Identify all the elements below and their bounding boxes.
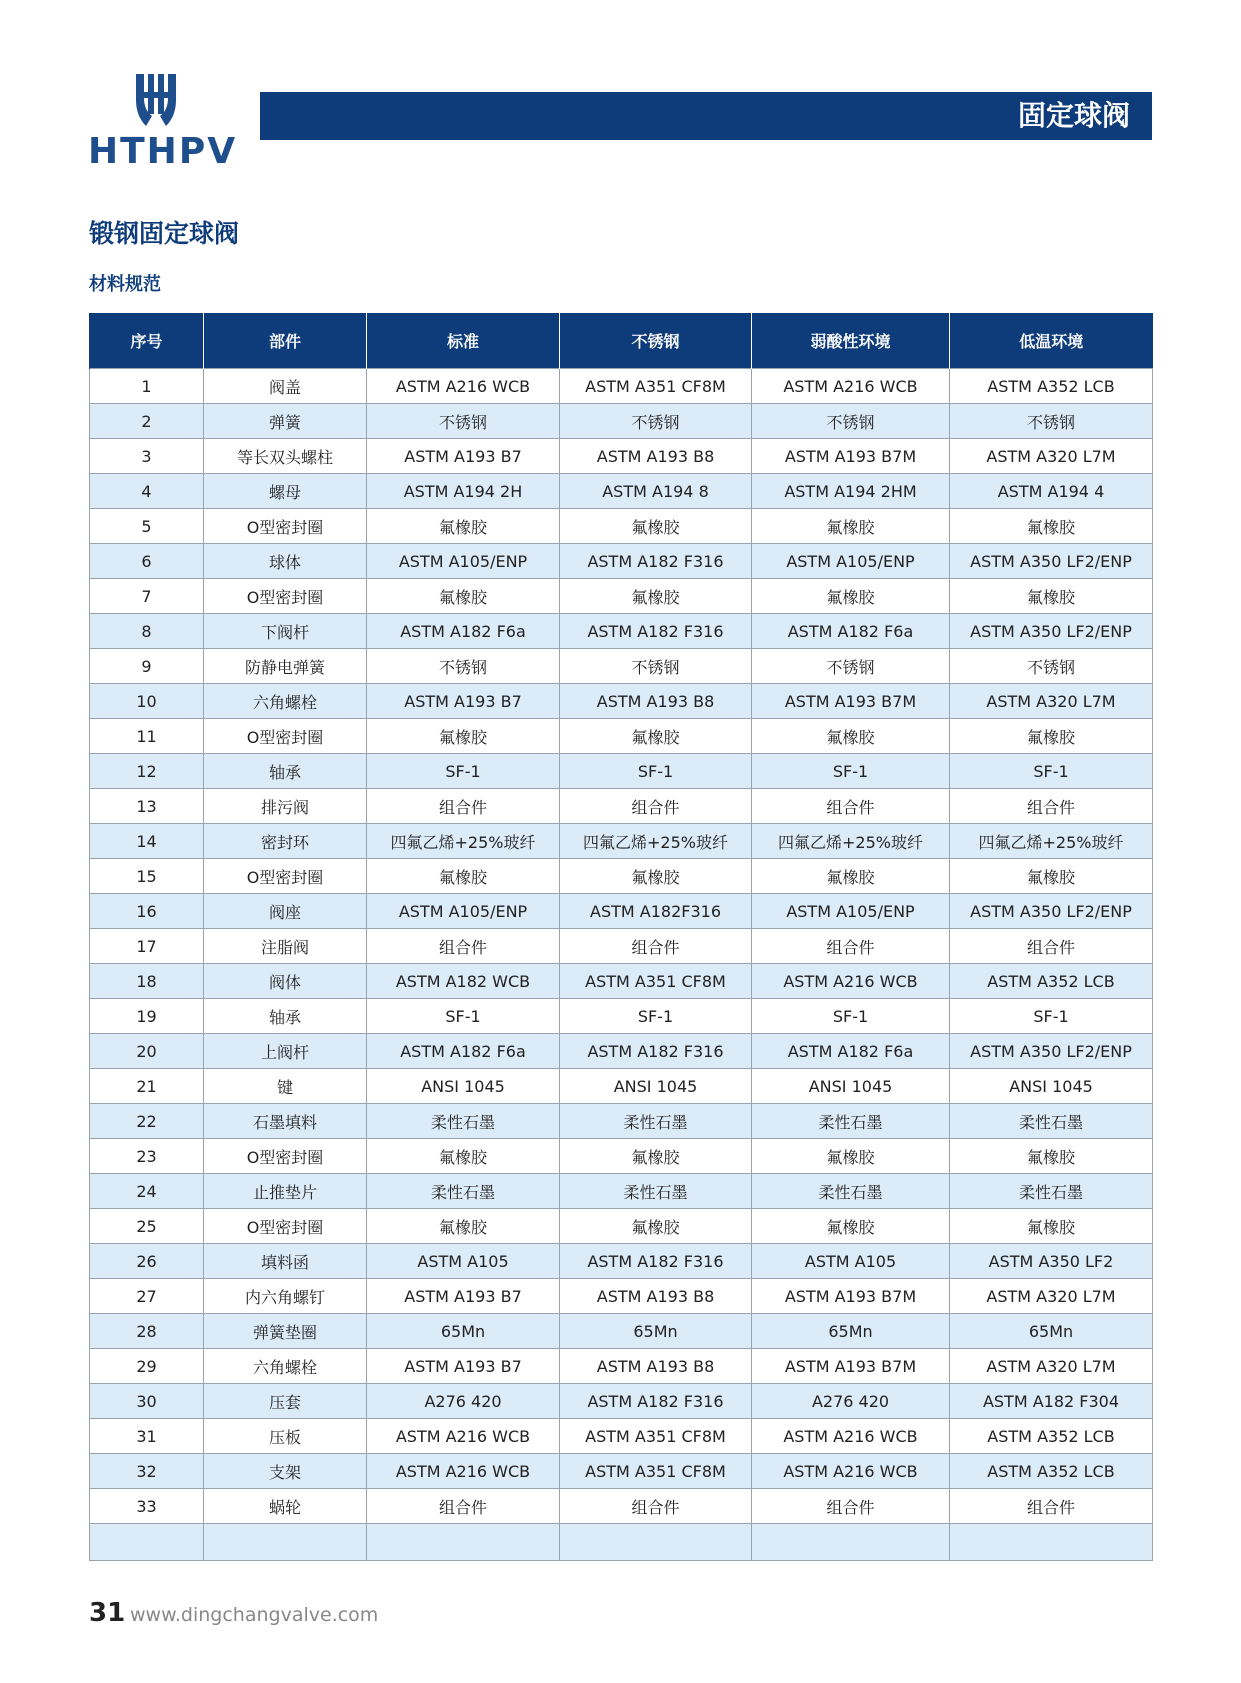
cell-standard: ASTM A182 WCB — [367, 964, 560, 999]
cell-index: 17 — [90, 929, 204, 964]
cell-stainless: ASTM A193 B8 — [560, 439, 752, 474]
cell-weak-acid: ASTM A182 F6a — [752, 614, 950, 649]
table-row — [90, 1524, 1153, 1561]
cell-standard: 不锈钢 — [367, 649, 560, 684]
table-row — [90, 544, 1153, 579]
cell-stainless: 不锈钢 — [560, 404, 752, 439]
cell-part: O型密封圈 — [204, 719, 367, 754]
cell-stainless: 氟橡胶 — [560, 1209, 752, 1244]
cell-part: 密封环 — [204, 824, 367, 859]
cell-low-temp: 组合件 — [950, 789, 1153, 824]
cell-low-temp — [950, 1524, 1153, 1561]
cell-index: 23 — [90, 1139, 204, 1174]
logo-text: HTHPV — [88, 131, 238, 172]
cell-low-temp: 柔性石墨 — [950, 1174, 1153, 1209]
page-number: 31 — [89, 1598, 126, 1628]
table-row — [90, 894, 1153, 929]
cell-stainless: SF-1 — [560, 754, 752, 789]
section-title: 锻钢固定球阀 — [89, 219, 240, 248]
cell-stainless: ASTM A193 B8 — [560, 1349, 752, 1384]
cell-part: 六角螺栓 — [204, 684, 367, 719]
cell-part: O型密封圈 — [204, 1209, 367, 1244]
cell-stainless: 不锈钢 — [560, 649, 752, 684]
cell-stainless: 柔性石墨 — [560, 1104, 752, 1139]
table-row — [90, 439, 1153, 474]
cell-standard: ASTM A216 WCB — [367, 1454, 560, 1489]
material-spec-table — [89, 313, 1153, 1561]
table-row — [90, 1139, 1153, 1174]
cell-standard: ASTM A182 F6a — [367, 614, 560, 649]
cell-index: 19 — [90, 999, 204, 1034]
cell-index: 1 — [90, 369, 204, 404]
cell-standard: ASTM A194 2H — [367, 474, 560, 509]
cell-weak-acid: 组合件 — [752, 929, 950, 964]
cell-standard: 氟橡胶 — [367, 859, 560, 894]
cell-weak-acid: A276 420 — [752, 1384, 950, 1419]
cell-index: 13 — [90, 789, 204, 824]
cell-weak-acid — [752, 1524, 950, 1561]
cell-stainless: ASTM A351 CF8M — [560, 369, 752, 404]
cell-index: 3 — [90, 439, 204, 474]
cell-low-temp: ASTM A350 LF2/ENP — [950, 1034, 1153, 1069]
cell-weak-acid: 柔性石墨 — [752, 1104, 950, 1139]
cell-weak-acid: ASTM A105 — [752, 1244, 950, 1279]
cell-low-temp: ASTM A352 LCB — [950, 1419, 1153, 1454]
cell-index — [90, 1524, 204, 1561]
cell-low-temp: SF-1 — [950, 754, 1153, 789]
cell-part: 止推垫片 — [204, 1174, 367, 1209]
table-row — [90, 789, 1153, 824]
cell-weak-acid: ASTM A194 2HM — [752, 474, 950, 509]
cell-index: 32 — [90, 1454, 204, 1489]
table-row — [90, 369, 1153, 404]
cell-part: 轴承 — [204, 999, 367, 1034]
cell-standard: SF-1 — [367, 754, 560, 789]
table-row — [90, 684, 1153, 719]
cell-standard: ASTM A193 B7 — [367, 1279, 560, 1314]
cell-index: 14 — [90, 824, 204, 859]
cell-low-temp: ASTM A320 L7M — [950, 1279, 1153, 1314]
cell-part: 弹簧垫圈 — [204, 1314, 367, 1349]
table-row — [90, 1104, 1153, 1139]
cell-weak-acid: ASTM A216 WCB — [752, 964, 950, 999]
cell-standard: A276 420 — [367, 1384, 560, 1419]
cell-part: 内六角螺钉 — [204, 1279, 367, 1314]
table-row — [90, 859, 1153, 894]
cell-weak-acid: 不锈钢 — [752, 649, 950, 684]
cell-low-temp: 氟橡胶 — [950, 509, 1153, 544]
cell-low-temp: ASTM A350 LF2/ENP — [950, 894, 1153, 929]
cell-low-temp: 氟橡胶 — [950, 1209, 1153, 1244]
cell-index: 4 — [90, 474, 204, 509]
cell-standard: ASTM A105/ENP — [367, 894, 560, 929]
cell-standard: ASTM A105 — [367, 1244, 560, 1279]
cell-stainless: 四氟乙烯+25%玻纤 — [560, 824, 752, 859]
cell-weak-acid: ASTM A216 WCB — [752, 1419, 950, 1454]
cell-part: 石墨填料 — [204, 1104, 367, 1139]
cell-standard: ASTM A105/ENP — [367, 544, 560, 579]
cell-part: 六角螺栓 — [204, 1349, 367, 1384]
cell-low-temp: ASTM A352 LCB — [950, 964, 1153, 999]
cell-low-temp: 不锈钢 — [950, 649, 1153, 684]
cell-index: 30 — [90, 1384, 204, 1419]
table-row — [90, 1419, 1153, 1454]
cell-standard: 65Mn — [367, 1314, 560, 1349]
cell-index: 5 — [90, 509, 204, 544]
cell-weak-acid: 不锈钢 — [752, 404, 950, 439]
cell-weak-acid: ASTM A105/ENP — [752, 894, 950, 929]
cell-index: 2 — [90, 404, 204, 439]
cell-part: O型密封圈 — [204, 1139, 367, 1174]
section-subtitle: 材料规范 — [89, 274, 161, 295]
cell-low-temp: 氟橡胶 — [950, 719, 1153, 754]
cell-weak-acid: ANSI 1045 — [752, 1069, 950, 1104]
cell-weak-acid: 氟橡胶 — [752, 719, 950, 754]
cell-weak-acid: 氟橡胶 — [752, 859, 950, 894]
cell-low-temp: 65Mn — [950, 1314, 1153, 1349]
cell-weak-acid: 65Mn — [752, 1314, 950, 1349]
cell-weak-acid: 组合件 — [752, 1489, 950, 1524]
cell-index: 28 — [90, 1314, 204, 1349]
cell-standard: 氟橡胶 — [367, 1209, 560, 1244]
cell-stainless: 组合件 — [560, 1489, 752, 1524]
cell-standard: 氟橡胶 — [367, 509, 560, 544]
table-row — [90, 1174, 1153, 1209]
cell-low-temp: ASTM A320 L7M — [950, 1349, 1153, 1384]
cell-stainless: ASTM A193 B8 — [560, 1279, 752, 1314]
cell-stainless: ASTM A182 F316 — [560, 544, 752, 579]
cell-standard: 四氟乙烯+25%玻纤 — [367, 824, 560, 859]
cell-low-temp: 氟橡胶 — [950, 579, 1153, 614]
cell-low-temp: ASTM A352 LCB — [950, 369, 1153, 404]
table-row — [90, 404, 1153, 439]
cell-low-temp: ASTM A350 LF2/ENP — [950, 614, 1153, 649]
cell-part: 螺母 — [204, 474, 367, 509]
cell-index: 18 — [90, 964, 204, 999]
cell-index: 10 — [90, 684, 204, 719]
cell-weak-acid: ASTM A193 B7M — [752, 1279, 950, 1314]
cell-weak-acid: 氟橡胶 — [752, 1139, 950, 1174]
cell-stainless: ASTM A351 CF8M — [560, 1419, 752, 1454]
cell-standard: 组合件 — [367, 789, 560, 824]
cell-part: O型密封圈 — [204, 509, 367, 544]
cell-index: 20 — [90, 1034, 204, 1069]
cell-stainless: 组合件 — [560, 929, 752, 964]
footer-url[interactable]: www.dingchangvalve.com — [130, 1604, 379, 1626]
cell-weak-acid: SF-1 — [752, 754, 950, 789]
cell-part: 压板 — [204, 1419, 367, 1454]
cell-part: 防静电弹簧 — [204, 649, 367, 684]
cell-low-temp: ANSI 1045 — [950, 1069, 1153, 1104]
table-row — [90, 1454, 1153, 1489]
cell-stainless: ASTM A351 CF8M — [560, 1454, 752, 1489]
cell-part: 阀座 — [204, 894, 367, 929]
table-row — [90, 1069, 1153, 1104]
table-row — [90, 1349, 1153, 1384]
cell-standard: ASTM A193 B7 — [367, 1349, 560, 1384]
cell-standard: 柔性石墨 — [367, 1104, 560, 1139]
cell-standard: ASTM A216 WCB — [367, 369, 560, 404]
cell-stainless: ANSI 1045 — [560, 1069, 752, 1104]
cell-index: 9 — [90, 649, 204, 684]
table-row — [90, 614, 1153, 649]
cell-standard: ASTM A216 WCB — [367, 1419, 560, 1454]
cell-part: 下阀杆 — [204, 614, 367, 649]
cell-stainless: 氟橡胶 — [560, 719, 752, 754]
cell-index: 6 — [90, 544, 204, 579]
cell-index: 15 — [90, 859, 204, 894]
cell-low-temp: ASTM A352 LCB — [950, 1454, 1153, 1489]
cell-stainless: ASTM A193 B8 — [560, 684, 752, 719]
cell-index: 24 — [90, 1174, 204, 1209]
cell-low-temp: ASTM A320 L7M — [950, 684, 1153, 719]
cell-part: O型密封圈 — [204, 579, 367, 614]
cell-weak-acid: 组合件 — [752, 789, 950, 824]
cell-index: 26 — [90, 1244, 204, 1279]
cell-stainless: 柔性石墨 — [560, 1174, 752, 1209]
cell-part: 注脂阀 — [204, 929, 367, 964]
cell-part: 阀盖 — [204, 369, 367, 404]
table-row — [90, 1384, 1153, 1419]
cell-stainless: 氟橡胶 — [560, 509, 752, 544]
cell-weak-acid: ASTM A193 B7M — [752, 1349, 950, 1384]
header-cell-part: 部件 — [204, 313, 367, 369]
cell-index: 27 — [90, 1279, 204, 1314]
page-title: 固定球阀 — [1017, 99, 1130, 132]
cell-part: 排污阀 — [204, 789, 367, 824]
cell-stainless: 氟橡胶 — [560, 1139, 752, 1174]
cell-index: 25 — [90, 1209, 204, 1244]
cell-index: 22 — [90, 1104, 204, 1139]
cell-standard: 柔性石墨 — [367, 1174, 560, 1209]
cell-standard: 不锈钢 — [367, 404, 560, 439]
header-cell-low-temp: 低温环境 — [950, 313, 1153, 369]
header-bar — [260, 92, 1152, 140]
cell-stainless: 组合件 — [560, 789, 752, 824]
cell-stainless: ASTM A182 F316 — [560, 1034, 752, 1069]
cell-weak-acid: ASTM A105/ENP — [752, 544, 950, 579]
cell-standard: 氟橡胶 — [367, 579, 560, 614]
cell-standard: ANSI 1045 — [367, 1069, 560, 1104]
cell-weak-acid: 氟橡胶 — [752, 509, 950, 544]
cell-index: 16 — [90, 894, 204, 929]
table-row — [90, 509, 1153, 544]
cell-low-temp: ASTM A320 L7M — [950, 439, 1153, 474]
cell-index: 12 — [90, 754, 204, 789]
cell-part: 压套 — [204, 1384, 367, 1419]
cell-low-temp: ASTM A350 LF2/ENP — [950, 544, 1153, 579]
cell-index: 7 — [90, 579, 204, 614]
cell-weak-acid: 四氟乙烯+25%玻纤 — [752, 824, 950, 859]
cell-part: 等长双头螺柱 — [204, 439, 367, 474]
table-row — [90, 1314, 1153, 1349]
cell-low-temp: SF-1 — [950, 999, 1153, 1034]
cell-standard: 组合件 — [367, 929, 560, 964]
cell-part: 球体 — [204, 544, 367, 579]
cell-stainless: 65Mn — [560, 1314, 752, 1349]
table-row — [90, 929, 1153, 964]
cell-part: 填料函 — [204, 1244, 367, 1279]
cell-weak-acid: ASTM A193 B7M — [752, 684, 950, 719]
table-row — [90, 1279, 1153, 1314]
cell-low-temp: 组合件 — [950, 1489, 1153, 1524]
header-cell-index: 序号 — [90, 313, 204, 369]
cell-stainless: ASTM A182 F316 — [560, 1244, 752, 1279]
table-row — [90, 754, 1153, 789]
cell-stainless: ASTM A182F316 — [560, 894, 752, 929]
header-cell-stainless: 不锈钢 — [560, 313, 752, 369]
cell-weak-acid: ASTM A216 WCB — [752, 369, 950, 404]
cell-weak-acid: ASTM A193 B7M — [752, 439, 950, 474]
cell-weak-acid: 柔性石墨 — [752, 1174, 950, 1209]
cell-part: 轴承 — [204, 754, 367, 789]
cell-standard: ASTM A193 B7 — [367, 684, 560, 719]
company-logo — [88, 70, 238, 172]
table-row — [90, 824, 1153, 859]
cell-part: 弹簧 — [204, 404, 367, 439]
cell-standard: 组合件 — [367, 1489, 560, 1524]
cell-standard — [367, 1524, 560, 1561]
table-row — [90, 1244, 1153, 1279]
cell-index: 8 — [90, 614, 204, 649]
cell-stainless: 氟橡胶 — [560, 579, 752, 614]
cell-stainless: ASTM A182 F316 — [560, 1384, 752, 1419]
table-row — [90, 1209, 1153, 1244]
table-row — [90, 649, 1153, 684]
table-row — [90, 1489, 1153, 1524]
table-row — [90, 964, 1153, 999]
cell-standard: 氟橡胶 — [367, 719, 560, 754]
cell-index: 21 — [90, 1069, 204, 1104]
cell-low-temp: 四氟乙烯+25%玻纤 — [950, 824, 1153, 859]
cell-index: 11 — [90, 719, 204, 754]
table-row — [90, 1034, 1153, 1069]
cell-part: 蜗轮 — [204, 1489, 367, 1524]
cell-low-temp: 氟橡胶 — [950, 1139, 1153, 1174]
cell-low-temp: 氟橡胶 — [950, 859, 1153, 894]
table-body — [90, 369, 1153, 1561]
cell-stainless: ASTM A194 8 — [560, 474, 752, 509]
header-cell-standard: 标准 — [367, 313, 560, 369]
cell-index: 31 — [90, 1419, 204, 1454]
logo-emblem-icon — [126, 70, 186, 130]
table-header-row — [90, 313, 1153, 369]
cell-part: 支架 — [204, 1454, 367, 1489]
cell-weak-acid: 氟橡胶 — [752, 579, 950, 614]
cell-low-temp: 柔性石墨 — [950, 1104, 1153, 1139]
cell-stainless: ASTM A182 F316 — [560, 614, 752, 649]
cell-low-temp: ASTM A194 4 — [950, 474, 1153, 509]
header-cell-weak-acid: 弱酸性环境 — [752, 313, 950, 369]
cell-index: 33 — [90, 1489, 204, 1524]
cell-weak-acid: ASTM A216 WCB — [752, 1454, 950, 1489]
table-row — [90, 579, 1153, 614]
cell-part: 阀体 — [204, 964, 367, 999]
cell-low-temp: 组合件 — [950, 929, 1153, 964]
table-row — [90, 474, 1153, 509]
cell-weak-acid: SF-1 — [752, 999, 950, 1034]
cell-stainless: SF-1 — [560, 999, 752, 1034]
cell-low-temp: ASTM A350 LF2 — [950, 1244, 1153, 1279]
cell-part: 键 — [204, 1069, 367, 1104]
cell-weak-acid: 氟橡胶 — [752, 1209, 950, 1244]
cell-low-temp: ASTM A182 F304 — [950, 1384, 1153, 1419]
cell-part: 上阀杆 — [204, 1034, 367, 1069]
cell-part — [204, 1524, 367, 1561]
table-row — [90, 719, 1153, 754]
cell-standard: ASTM A193 B7 — [367, 439, 560, 474]
cell-low-temp: 不锈钢 — [950, 404, 1153, 439]
cell-standard: 氟橡胶 — [367, 1139, 560, 1174]
cell-index: 29 — [90, 1349, 204, 1384]
cell-standard: SF-1 — [367, 999, 560, 1034]
cell-standard: ASTM A182 F6a — [367, 1034, 560, 1069]
cell-part: O型密封圈 — [204, 859, 367, 894]
cell-stainless — [560, 1524, 752, 1561]
table-row — [90, 999, 1153, 1034]
cell-stainless: 氟橡胶 — [560, 859, 752, 894]
cell-stainless: ASTM A351 CF8M — [560, 964, 752, 999]
cell-weak-acid: ASTM A182 F6a — [752, 1034, 950, 1069]
